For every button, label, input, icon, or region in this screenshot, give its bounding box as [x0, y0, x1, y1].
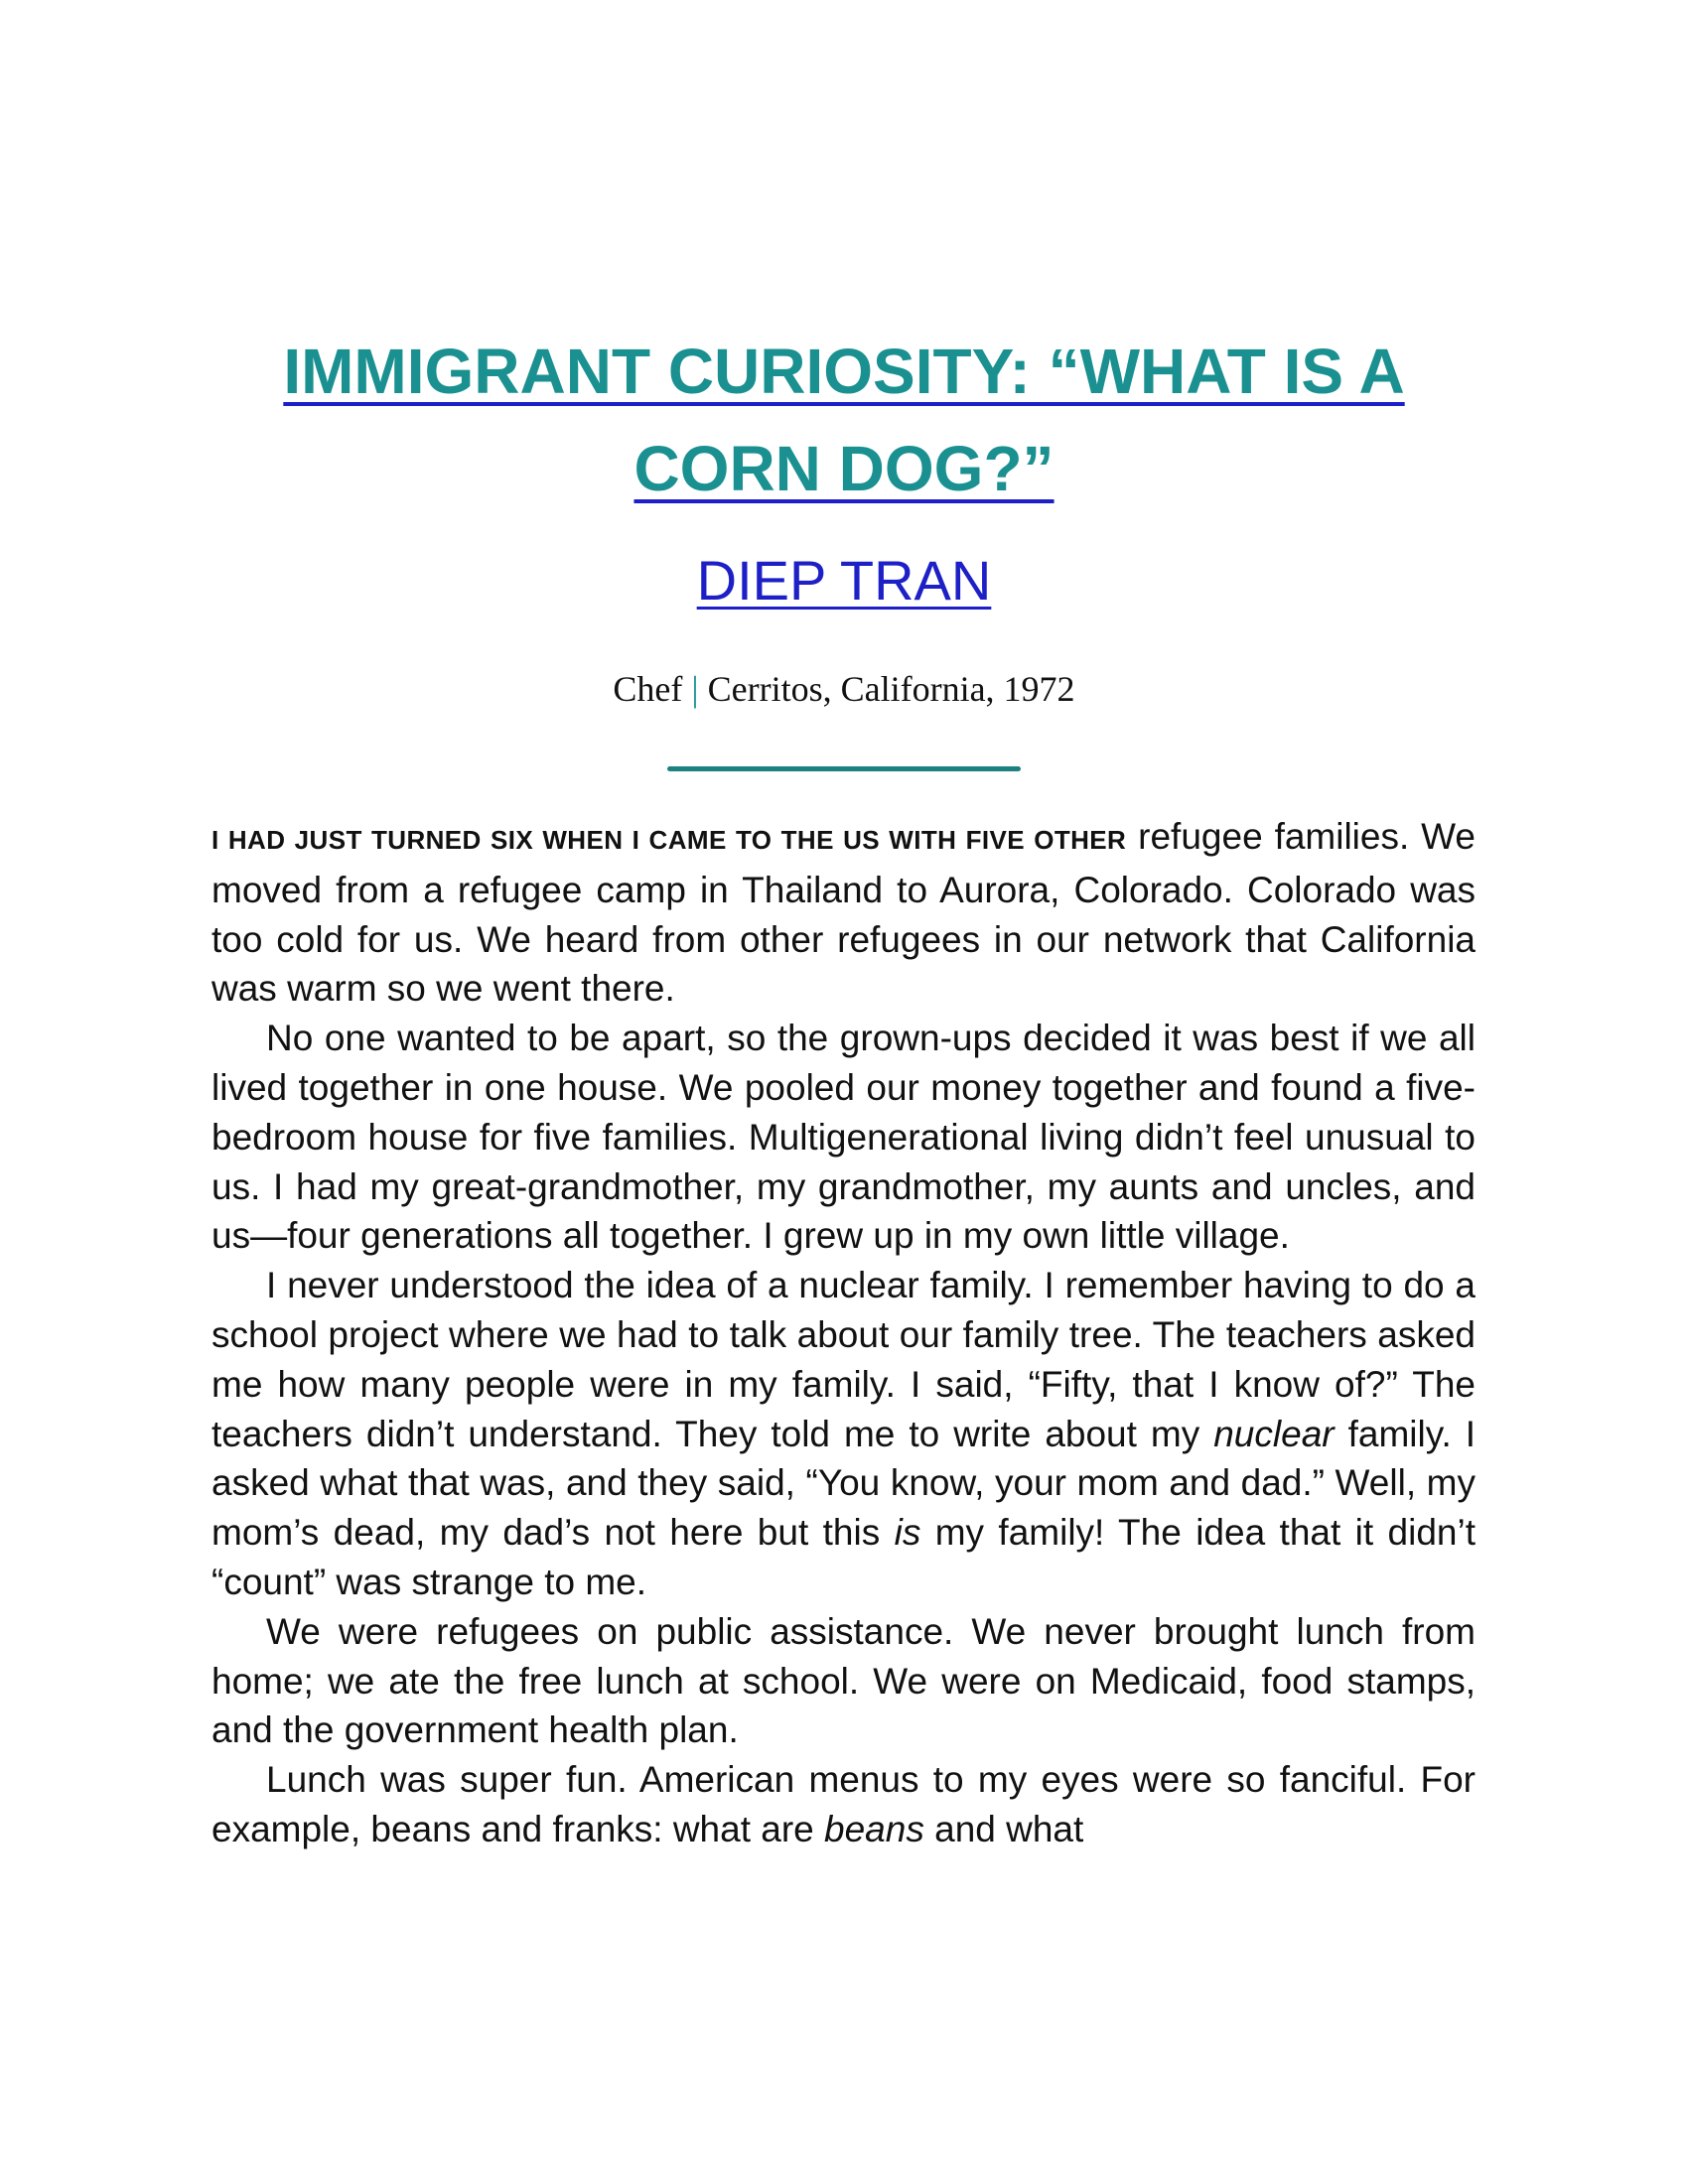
- author-link[interactable]: DIEP TRAN: [696, 549, 992, 612]
- byline-place-year: Cerritos, California, 1972: [707, 669, 1075, 709]
- paragraph-3-emphasis-1: nuclear: [1213, 1413, 1335, 1454]
- chapter-title-line-1: IMMIGRANT CURIOSITY: “WHAT IS A: [283, 336, 1405, 407]
- paragraph-3-text-c: my family! The idea that it didn’t “count” was strange to me.: [211, 1512, 1476, 1602]
- paragraph-1-lead-in: I HAD JUST TURNED SIX WHEN I CAME TO THE US WITH FIVE OTHER: [211, 825, 1127, 855]
- paragraph-3-text-a: I never understood the idea of a nuclear family. I remember having to do a school project where we had to talk about our family tree. The teachers asked me how many people were in my family. I said, “Fifty, that I know of?” The teachers didn’t understand. They told me to write about my: [211, 1265, 1476, 1454]
- paragraph-4: We were refugees on public assistance. We never brought lunch from home; we ate the free lunch at school. We were on Medicaid, food stamps, and the government health plan.: [211, 1610, 1476, 1751]
- chapter-title-link[interactable]: [283, 336, 1404, 504]
- paragraph-5-emphasis-1: beans: [824, 1808, 924, 1849]
- paragraph-1-text: refugee families. We moved from a refugee camp in Thailand to Aurora, Colorado. Colorado was too cold for us. We heard from other refugees in our network that California was warm so we went there.: [211, 816, 1477, 1010]
- byline-role: Chef: [613, 669, 683, 709]
- paragraph-5: [211, 1755, 1476, 1854]
- byline-separator: |: [691, 669, 699, 709]
- paragraph-3-emphasis-2: is: [894, 1512, 921, 1554]
- paragraph-3: [211, 1261, 1476, 1607]
- chapter-title: [179, 323, 1509, 517]
- body-text: [211, 812, 1476, 1854]
- paragraph-3-text-b: family. I asked what that was, and they said, “You know, your mom and dad.” Well, my mom’s dead, my dad’s not here but this: [211, 1413, 1477, 1554]
- section-divider: [667, 766, 1021, 771]
- paragraph-2: No one wanted to be apart, so the grown-ups decided it was best if we all lived together in one house. We pooled our money together and found a five-bedroom house for five families. Multigenerational living didn’t feel unusual to us. I had my great-grandmother, my grandmother, my aunts and uncles, and us—four generations all together. I grew up in my own little village.: [211, 1018, 1476, 1257]
- paragraph-5-text-b: and what: [934, 1808, 1084, 1849]
- author-name: [179, 546, 1509, 615]
- byline: [179, 663, 1509, 715]
- paragraph-1: [211, 812, 1476, 1014]
- chapter-title-line-2: CORN DOG?”: [633, 433, 1055, 504]
- paragraph-5-text-a: Lunch was super fun. American menus to my eyes were so fanciful. For example, beans and franks: what are: [211, 1759, 1476, 1849]
